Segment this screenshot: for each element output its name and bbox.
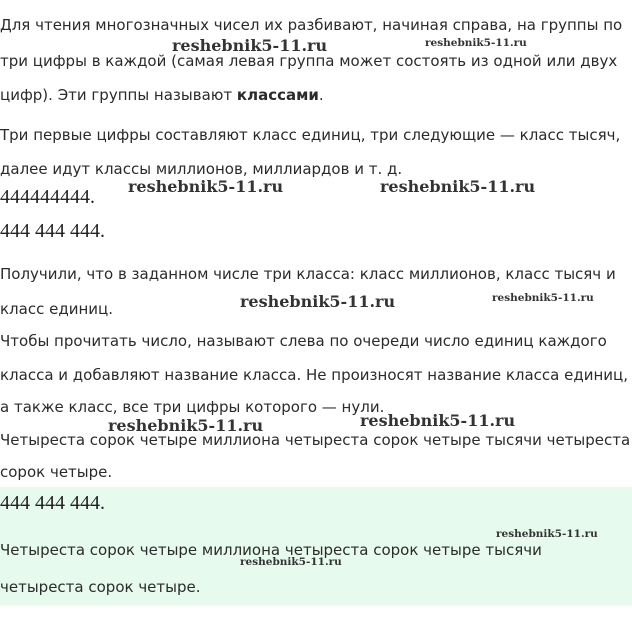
watermark: reshebnik5-11.ru bbox=[172, 36, 328, 55]
rule-line-1: Чтобы прочитать число, называют слева по очереди число единиц каждого bbox=[0, 332, 607, 350]
classes-line-1: Три первые цифры составляют класс единиц, три следующие — класс тысяч, bbox=[0, 126, 621, 144]
result-line-1: Получили, что в заданном числе три класса: класс миллионов, класс тысяч и bbox=[0, 265, 616, 283]
answer-number: 444 444 444. bbox=[0, 492, 105, 514]
classes-line-2: далее идут классы миллионов, миллиардов и т. д. bbox=[0, 160, 403, 178]
result-line-2: класс единиц. bbox=[0, 300, 113, 318]
watermark: reshebnik5-11.ru bbox=[128, 177, 284, 196]
intro-period: . bbox=[318, 86, 324, 104]
intro-text: цифр). Эти группы называют bbox=[0, 86, 237, 104]
watermark: reshebnik5-11.ru bbox=[360, 411, 516, 430]
term-classes: классами bbox=[236, 86, 319, 104]
reading-line-1: Четыреста сорок четыре миллиона четыреста сорок четыре тысячи четыреста bbox=[0, 431, 631, 449]
rule-line-2: класса и добавляют название класса. Не произносят название класса единиц, bbox=[0, 366, 629, 384]
watermark: reshebnik5-11.ru bbox=[240, 292, 396, 311]
answer-line-1: Четыреста сорок четыре миллиона четыреста сорок четыре тысячи bbox=[0, 541, 542, 559]
watermark: reshebnik5-11.ru bbox=[496, 528, 598, 540]
watermark: reshebnik5-11.ru bbox=[492, 292, 594, 304]
watermark: reshebnik5-11.ru bbox=[108, 416, 264, 435]
number-grouped: 444 444 444. bbox=[0, 220, 105, 242]
reading-line-2: сорок четыре. bbox=[0, 463, 113, 481]
watermark: reshebnik5-11.ru bbox=[425, 37, 527, 49]
number-raw: 444444444. bbox=[0, 186, 95, 208]
intro-line-2: три цифры в каждой (самая левая группа может состоять из одной или двух bbox=[0, 52, 618, 70]
intro-line-1: Для чтения многозначных чисел их разбивают, начиная справа, на группы по bbox=[0, 16, 623, 34]
rule-line-3: а также класс, все три цифры которого — нули. bbox=[0, 398, 385, 416]
watermark: reshebnik5-11.ru bbox=[380, 177, 536, 196]
watermark: reshebnik5-11.ru bbox=[240, 556, 342, 568]
answer-line-2: четыреста сорок четыре. bbox=[0, 578, 201, 596]
intro-line-3 bbox=[0, 78, 632, 112]
